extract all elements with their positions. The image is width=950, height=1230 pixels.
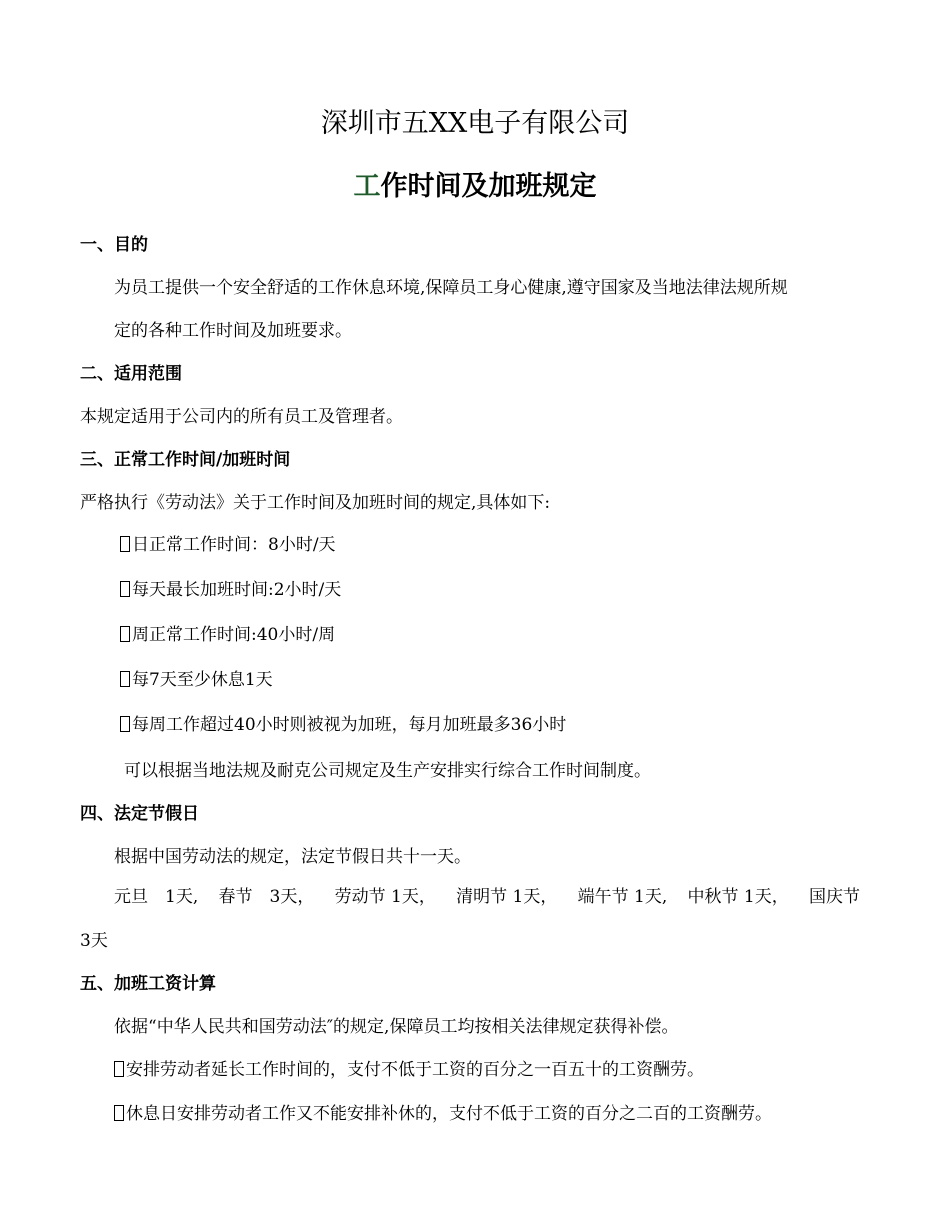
missing-glyph-icon bbox=[120, 536, 130, 552]
section-1-paragraph-line-2: 定的各种工作时间及加班要求。 bbox=[114, 321, 352, 341]
list-item: 每7天至少休息1天 bbox=[120, 667, 273, 693]
section-3-note: 可以根据当地法规及耐克公司规定及生产安排实行综合工作时间制度。 bbox=[124, 761, 651, 781]
missing-glyph-icon bbox=[120, 626, 130, 642]
section-3-heading: 三、正常工作时间/加班时间 bbox=[80, 450, 291, 470]
document-title bbox=[0, 166, 950, 208]
title-first-char: 工 bbox=[353, 171, 381, 202]
missing-glyph-icon bbox=[120, 716, 130, 732]
list-item: 安排劳动者延长工作时间的，支付不低于工资的百分之一百五十的工资酬劳。 bbox=[114, 1057, 704, 1083]
missing-glyph-icon bbox=[114, 1105, 124, 1121]
holiday-item: 中秋节 1天， bbox=[687, 887, 789, 907]
missing-glyph-icon bbox=[120, 671, 130, 687]
section-2-heading: 二、适用范围 bbox=[80, 364, 182, 384]
holiday-item: 劳动节 1天， bbox=[334, 887, 436, 907]
section-5-paragraph: 依据“中华人民共和国劳动法″的规定,保障员工均按相关法律规定获得补偿。 bbox=[114, 1017, 679, 1037]
holiday-list-tail: 3天 bbox=[80, 931, 108, 951]
holiday-item: 春节 3天， bbox=[218, 887, 315, 907]
section-5-heading: 五、加班工资计算 bbox=[80, 974, 216, 994]
holiday-item: 端午节 1天, bbox=[577, 887, 668, 907]
list-item: 休息日安排劳动者工作又不能安排补休的，支付不低于工资的百分之二百的工资酬劳。 bbox=[114, 1101, 772, 1127]
list-item: 每天最长加班时间:2小时/天 bbox=[120, 577, 341, 603]
section-2-paragraph: 本规定适用于公司内的所有员工及管理者。 bbox=[80, 407, 403, 427]
holiday-list bbox=[114, 884, 860, 910]
section-1-heading: 一、目的 bbox=[80, 235, 148, 255]
list-item: 每周工作超过40小时则被视为加班，每月加班最多36小时 bbox=[120, 712, 566, 738]
list-item: 周正常工作时间:40小时/周 bbox=[120, 622, 335, 648]
list-item: 日正常工作时间：8小时/天 bbox=[120, 532, 336, 558]
holiday-item: 清明节 1天， bbox=[456, 887, 558, 907]
company-name: 深圳市五XX电子有限公司 bbox=[320, 108, 630, 139]
section-4-heading: 四、法定节假日 bbox=[80, 804, 199, 824]
section-1-paragraph-line-1: 为员工提供一个安全舒适的工作休息环境,保障员工身心健康,遵守国家及当地法律法规所规 bbox=[114, 278, 788, 298]
missing-glyph-icon bbox=[120, 581, 130, 597]
section-3-intro: 严格执行《劳动法》关于工作时间及加班时间的规定,具体如下: bbox=[80, 493, 551, 513]
title-rest: 作时间及加班规定 bbox=[380, 171, 597, 202]
missing-glyph-icon bbox=[114, 1061, 124, 1077]
section-4-paragraph: 根据中国劳动法的规定，法定节假日共十一天。 bbox=[114, 847, 471, 867]
holiday-item: 国庆节 bbox=[808, 887, 860, 907]
holiday-item: 元旦 1天, bbox=[114, 887, 199, 907]
